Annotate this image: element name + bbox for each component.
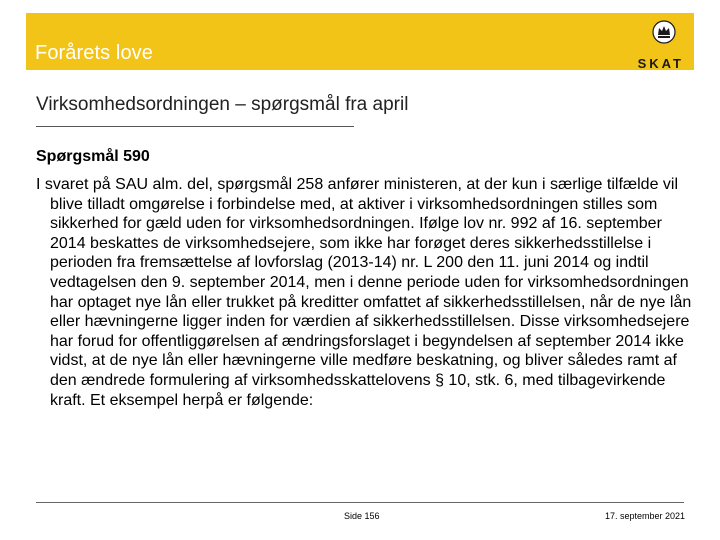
footer-date: 17. september 2021 [604,511,685,521]
slide-title: Virksomhedsordningen – spørgsmål fra april [36,94,409,115]
header-banner [26,13,694,70]
footer-divider [36,502,684,503]
presentation-title: Forårets love [35,42,154,64]
body-paragraph: I svaret på SAU alm. del, spørgsmål 258 anfører ministeren, at der kun i særlige tilfælde vil blive tilladt omgørelse i forbindelse med, at aktiver i virksomhedsordningen stilles som sikkerhed for gæld uden for virksomhedsordningen. Ifølge lov nr. 992 af 16. september 2014 beskattes de virksomhedsejere, som ikke har forøget deres sikkerhedsstillelse i perioden fra fremsættelse af lovforslag (2013-14) nr. L 200 den 11. juni 2014 og indtil vedtagelsen den 9. september 2014, men i denne periode uden for virksomhedsordningen har optaget nye lån eller trukket på kreditter omfattet af sikkerhedsstillelsen, når de nye lån eller hævningerne ligger inden for værdien af sikkerhedsstillelsen. Disse virksomhedsejere har forud for offentliggørelsen af ændringsforslaget i begyndelsen af september 2014 ikke vidst, at de nye lån eller hævningerne ville medføre beskatning, og bliver således ramt af den ændrede formulering af virksomhedsskattelovens § 10, stk. 6, med tilbagevirkende kraft. Et eksempel herpå er følgende: [36,176,692,409]
title-divider [36,126,354,127]
logo-wordmark: SKAT [637,56,684,71]
crown-icon [652,20,676,44]
question-label: Spørgsmål 590 [36,148,150,165]
skat-logo [614,20,684,71]
page-number: Side 156 [344,511,380,521]
